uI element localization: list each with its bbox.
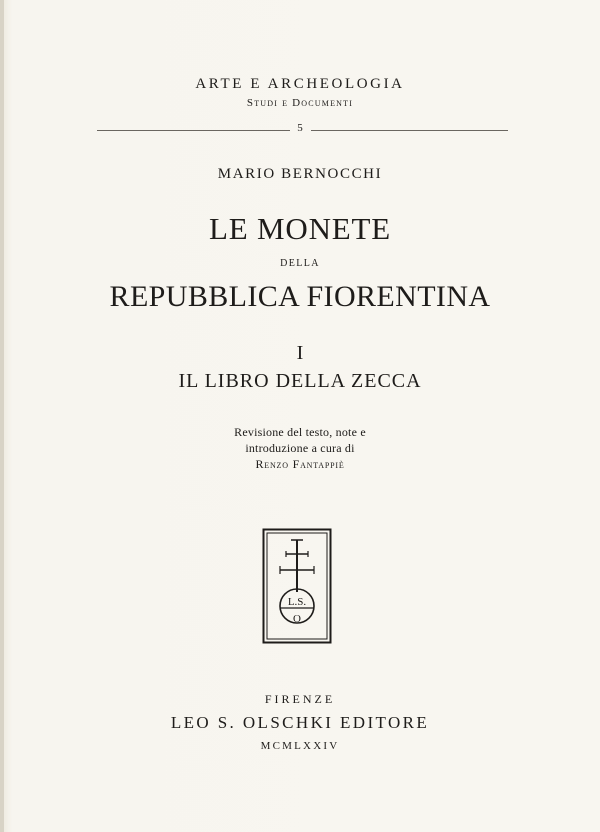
imprint-publisher: LEO S. OLSCHKI EDITORE bbox=[170, 713, 430, 732]
mark-initials: L.S. bbox=[287, 596, 307, 608]
series-number: 5 bbox=[297, 122, 303, 134]
credits-line-1: Revisione del testo, note e bbox=[234, 425, 366, 439]
author-name: MARIO BERNOCCHI bbox=[217, 166, 383, 182]
series-title: ARTE E ARCHEOLOGIA bbox=[195, 76, 405, 92]
mark-bottom-letter: O bbox=[293, 613, 301, 625]
book-title-line-1: LE MONETE bbox=[209, 211, 391, 246]
credits-block bbox=[0, 424, 600, 472]
series-subtitle: Studi e Documenti bbox=[246, 97, 354, 109]
editor-name: Renzo Fantappiè bbox=[255, 457, 345, 471]
book-title-line-3: REPUBBLICA FIORENTINA bbox=[109, 280, 491, 313]
credits-line-2: introduzione a cura di bbox=[245, 441, 355, 455]
book-title-line-2: della bbox=[280, 255, 320, 270]
volume-number: I bbox=[296, 342, 304, 364]
series-rule-right bbox=[311, 130, 508, 131]
printer-mark-icon bbox=[262, 528, 332, 644]
imprint-city: FIRENZE bbox=[264, 692, 336, 706]
volume-title: IL LIBRO DELLA ZECCA bbox=[178, 370, 422, 392]
imprint-year: MCMLXXIV bbox=[260, 740, 340, 752]
